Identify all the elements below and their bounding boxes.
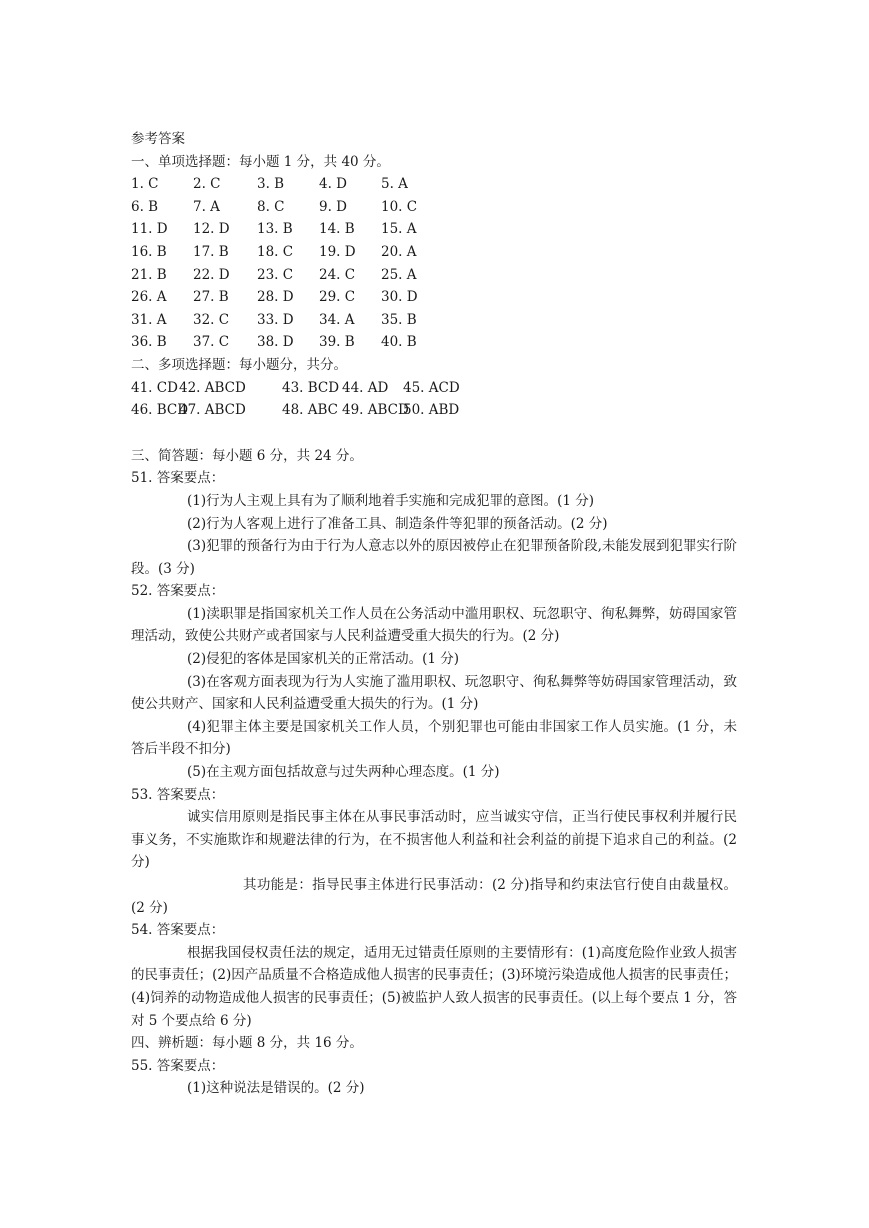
answer-cell: 16. B <box>131 243 167 260</box>
q52-point-2: (2)侵犯的客体是国家机关的正常活动。(1 分) <box>187 651 460 668</box>
answer-cell: 13. B <box>257 221 293 238</box>
q53-label: 53. 答案要点： <box>131 786 225 803</box>
q51-point-1: (1)行为人主观上具有为了顺利地着手实施和完成犯罪的意图。(1 分) <box>187 492 595 509</box>
answer-cell: 19. D <box>319 243 356 260</box>
q53-point-1: 诚实信用原则是指民事主体在从事民事活动时，应当诚实守信，正当行使民事权利并履行民事义务，不实施欺诈和规避法律的行为，在不损害他人利益和社会利益的前提下追求自己的利益。(2 分) <box>131 809 737 871</box>
answer-cell: 2. C <box>193 176 221 193</box>
q52-point-3: (3)在客观方面表现为行为人实施了滥用职权、玩忽职守、徇私舞弊等妨碍国家管理活动，致使公共财产、国家和人民利益遭受重大损失的行为。(1 分) <box>131 673 737 713</box>
answer-cell: 22. D <box>193 266 230 283</box>
answer-cell: 49. ABCD <box>342 402 409 419</box>
answer-cell: 35. B <box>381 311 417 328</box>
answer-cell: 37. C <box>193 334 230 351</box>
answer-cell: 20. A <box>381 243 417 260</box>
answer-cell: 8. C <box>257 198 285 215</box>
answer-cell: 40. B <box>381 334 417 351</box>
answer-cell: 3. B <box>257 176 285 193</box>
answer-cell: 48. ABC <box>282 402 339 419</box>
answer-cell: 27. B <box>193 289 229 306</box>
q51-point-2: (2)行为人客观上进行了准备工具、制造条件等犯罪的预备活动。(2 分) <box>187 515 608 532</box>
q53-point-2: 其功能是：指导民事主体进行民事活动：(2 分)指导和约束法官行使自由裁量权。(2 分) <box>131 877 737 916</box>
q54-label: 54. 答案要点： <box>131 922 225 939</box>
q54-point-1: 根据我国侵权责任法的规定，适用无过错责任原则的主要情形有：(1)高度危险作业致人损害的民事责任；(2)因产品质量不合格造成他人损害的民事责任；(3)环境污染造成他人损害的民事责任；(4)饲养的动物造成他人损害的民事责任；(5)被监护人致人损害的民事责任。(以上每个要点 1 分，答对 5 个要点给 6 分) <box>131 944 737 1029</box>
answer-cell: 24. C <box>319 266 356 283</box>
answer-row <box>131 173 737 196</box>
answer-row <box>131 377 737 400</box>
answer-cell: 47. ABCD <box>179 402 246 419</box>
answer-row <box>131 286 737 309</box>
section1-answer-grid <box>131 173 737 354</box>
section3-heading: 三、简答题：每小题 6 分，共 24 分。 <box>131 447 363 464</box>
answer-cell: 32. C <box>193 311 230 328</box>
q55-label: 55. 答案要点： <box>131 1057 225 1074</box>
answer-cell: 23. C <box>257 266 294 283</box>
answer-cell: 26. A <box>131 289 167 306</box>
answer-row <box>131 241 737 264</box>
answer-row <box>131 218 737 241</box>
q52-point-5: (5)在主观方面包括故意与过失两种心理态度。(1 分) <box>187 764 500 781</box>
q51-label: 51. 答案要点： <box>131 470 225 487</box>
answer-cell: 44. AD <box>342 379 389 396</box>
answer-cell: 50. ABD <box>403 402 460 419</box>
answer-cell: 46. BCD <box>131 402 189 419</box>
answer-cell: 31. A <box>131 311 167 328</box>
answer-cell: 6. B <box>131 198 159 215</box>
answer-cell: 36. B <box>131 334 167 351</box>
answer-cell: 38. D <box>257 334 294 351</box>
answer-cell: 17. B <box>193 243 229 260</box>
answer-cell: 28. D <box>257 289 294 306</box>
q52-point-4: (4)犯罪主体主要是国家机关工作人员，个别犯罪也可能由非国家工作人员实施。(1 分，未答后半段不扣分) <box>131 718 737 758</box>
q51-point-3: (3)犯罪的预备行为由于行为人意志以外的原因被停止在犯罪预备阶段,未能发展到犯罪实行阶段。(3 分) <box>131 538 737 577</box>
answer-cell: 7. A <box>193 198 220 215</box>
answer-row <box>131 331 737 354</box>
answer-row <box>131 196 737 219</box>
answer-cell: 21. B <box>131 266 167 283</box>
answer-cell: 11. D <box>131 221 168 238</box>
answer-cell: 18. C <box>257 243 294 260</box>
answer-cell: 34. A <box>319 311 355 328</box>
section2-heading: 二、多项选择题：每小题分，共分。 <box>131 356 347 373</box>
answer-row <box>131 399 737 422</box>
answer-cell: 4. D <box>319 176 347 193</box>
answer-document <box>131 128 737 1100</box>
answer-cell: 14. B <box>319 221 355 238</box>
answer-row <box>131 264 737 287</box>
section2-answer-grid <box>131 377 737 422</box>
section4-heading: 四、辨析题：每小题 8 分，共 16 分。 <box>131 1035 363 1052</box>
answer-cell: 45. ACD <box>403 379 460 396</box>
answer-cell: 39. B <box>319 334 355 351</box>
answer-cell: 12. D <box>193 221 230 238</box>
answer-cell: 29. C <box>319 289 356 306</box>
document-title: 参考答案 <box>131 131 185 147</box>
answer-cell: 41. CD <box>131 379 178 396</box>
blank-line <box>131 422 737 445</box>
q52-point-1: (1)渎职罪是指国家机关工作人员在公务活动中滥用职权、玩忽职守、徇私舞弊，妨碍国家管理活动，致使公共财产或者国家与人民利益遭受重大损失的行为。(2 分) <box>131 605 737 645</box>
answer-cell: 30. D <box>381 289 418 306</box>
answer-cell: 15. A <box>381 221 417 238</box>
answer-cell: 10. C <box>381 198 418 215</box>
answer-cell: 25. A <box>381 266 417 283</box>
q52-label: 52. 答案要点： <box>131 583 225 600</box>
answer-row <box>131 309 737 332</box>
answer-cell: 33. D <box>257 311 294 328</box>
section1-heading: 一、单项选择题：每小题 1 分，共 40 分。 <box>131 153 390 170</box>
answer-cell: 43. BCD <box>282 379 340 396</box>
q55-point-1: (1)这种说法是错误的。(2 分) <box>187 1080 365 1097</box>
answer-cell: 1. C <box>131 176 159 193</box>
answer-cell: 5. A <box>381 176 408 193</box>
answer-cell: 9. D <box>319 198 347 215</box>
answer-cell: 42. ABCD <box>179 379 246 396</box>
